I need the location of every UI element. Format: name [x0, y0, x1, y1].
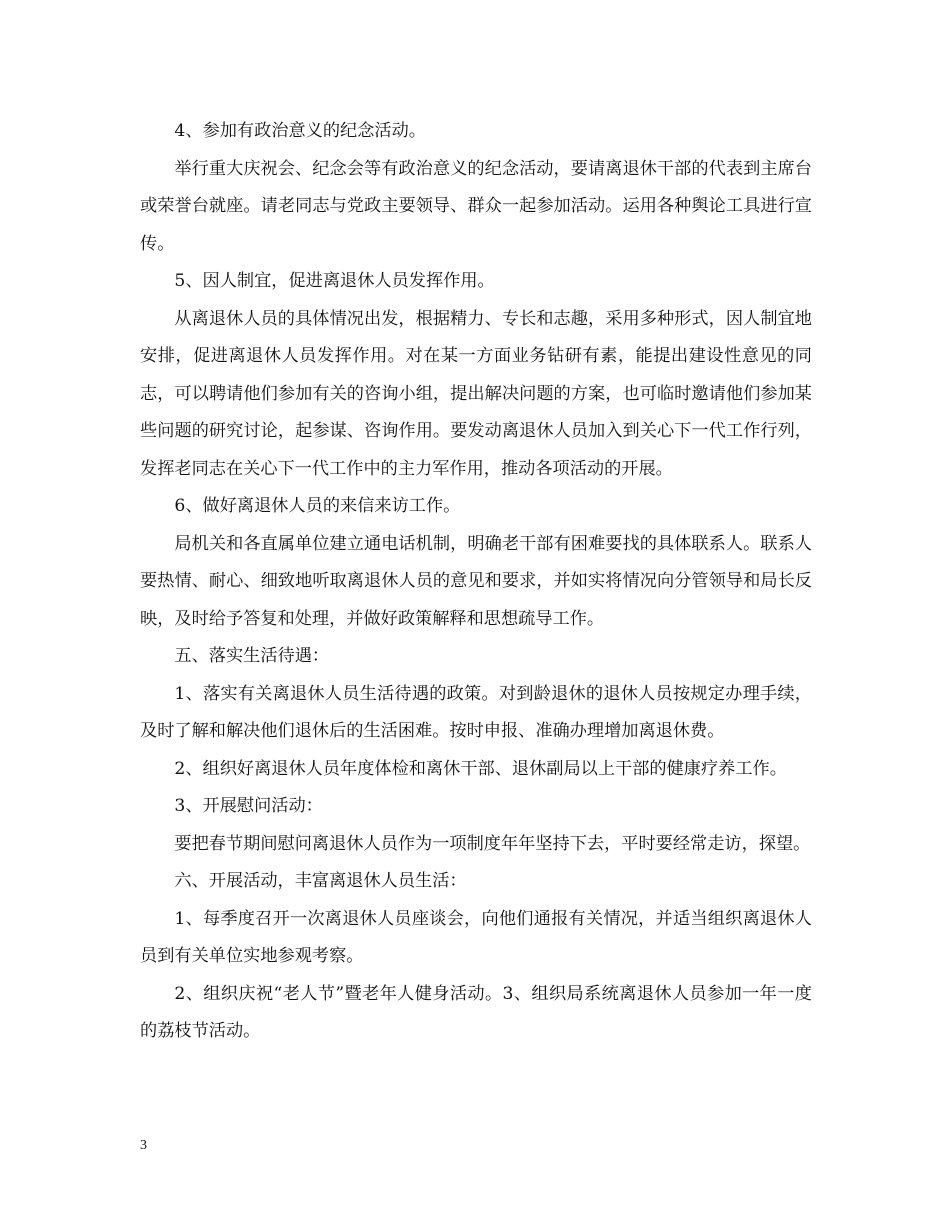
- document-body: [140, 113, 812, 1051]
- section-heading-6: 6、做好离退休人员的来信来访工作。: [174, 496, 461, 516]
- paragraph: 1、每季度召开一次离退休人员座谈会，向他们通报有关情况，并适当组织离退休人员到有关单位实地参观考察。: [140, 908, 812, 966]
- page-number: 3: [140, 1138, 147, 1153]
- paragraph: 1、落实有关离退休人员生活待遇的政策。对到龄退休的退休人员按规定办理手续，及时了解和解决他们退休后的生活困难。按时申报、准确办理增加离退休费。: [140, 683, 812, 741]
- paragraph: 2、组织庆祝“老人节”暨老年人健身活动。3、组织局系统离退休人员参加一年一度的荔枝节活动。: [140, 983, 812, 1041]
- paragraph: 举行重大庆祝会、纪念会等有政治意义的纪念活动，要请离退休干部的代表到主席台或荣誉台就座。请老同志与党政主要领导、群众一起参加活动。运用各种舆论工具进行宣传。: [140, 158, 812, 254]
- paragraph: 从离退休人员的具体情况出发，根据精力、专长和志趣，采用多种形式，因人制宜地安排，促进离退休人员发挥作用。对在某一方面业务钻研有素，能提出建设性意见的同志，可以聘请他们参加有关的咨询小组，提出解决问题的方案，也可临时邀请他们参加某些问题的研究讨论，起参谋、咨询作用。要发动离退休人员加入到关心下一代工作行列，发挥老同志在关心下一代工作中的主力军作用，推动各项活动的开展。: [140, 308, 812, 479]
- chapter-heading-five: 五、落实生活待遇：: [174, 646, 330, 666]
- section-heading-3: 3、开展慰问活动：: [174, 796, 323, 816]
- paragraph: 2、组织好离退休人员年度体检和离休干部、退休副局以上干部的健康疗养工作。: [174, 758, 787, 779]
- chapter-heading-six: 六、开展活动，丰富离退休人员生活：: [174, 871, 467, 891]
- paragraph: 局机关和各直属单位建立通电话机制，明确老干部有困难要找的具体联系人。联系人要热情、耐心、细致地听取离退休人员的意见和要求，并如实将情况向分管领导和局长反映，及时给予答复和处理，并做好政策解释和思想疏导工作。: [140, 533, 812, 629]
- paragraph: 要把春节期间慰问离退休人员作为一项制度年年坚持下去，平时要经常走访，探望。: [174, 833, 811, 854]
- section-heading-5: 5、因人制宜，促进离退休人员发挥作用。: [174, 271, 495, 291]
- section-heading-4: 4、参加有政治意义的纪念活动。: [174, 121, 426, 141]
